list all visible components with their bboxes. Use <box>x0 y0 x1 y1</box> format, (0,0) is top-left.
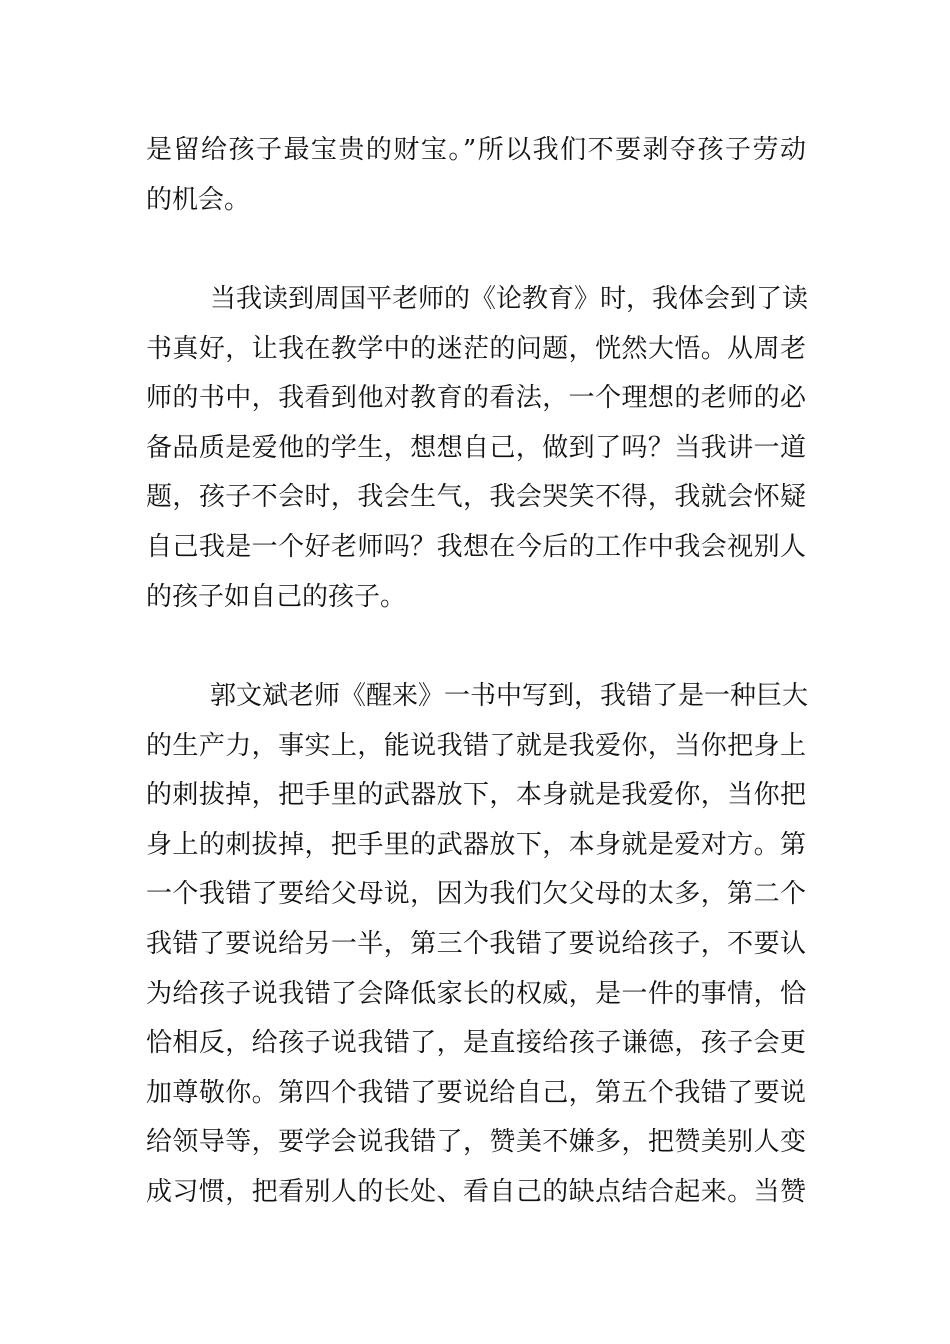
text-line: 当我读到周国平老师的《论教育》时，我体会到了读 <box>210 284 809 314</box>
text-line: 郭文斌老师《醒来》一书中写到，我错了是一种巨大 <box>210 681 809 711</box>
text-line: 为给孩子说我错了会降低家长的权威，是一件的事情，恰 <box>146 978 806 1009</box>
text-line: 加尊敬你。第四个我错了要说给自己，第五个我错了要说 <box>146 1077 806 1108</box>
text-line: 给领导等，要学会说我错了，赞美不嫌多，把赞美别人变 <box>146 1127 806 1158</box>
text-line: 一个我错了要给父母说，因为我们欠父母的太多，第二个 <box>146 879 806 910</box>
text-line: 的孩子如自己的孩子。 <box>146 581 407 612</box>
text-line: 的机会。 <box>146 184 251 215</box>
text-line: 的生产力，事实上，能说我错了就是我爱你，当你把身上 <box>146 730 806 761</box>
text-line: 师的书中，我看到他对教育的看法，一个理想的老师的必 <box>146 383 806 414</box>
text-line: 书真好，让我在教学中的迷茫的问题，恍然大悟。从周老 <box>146 333 806 364</box>
paragraph-continuation <box>146 126 806 225</box>
text-line: 恰相反，给孩子说我错了，是直接给孩子谦德，孩子会更 <box>146 1028 806 1059</box>
text-line: 自己我是一个好老师吗？我想在今后的工作中我会视别人 <box>146 531 806 562</box>
text-line: 的刺拔掉，把手里的武器放下，本身就是我爱你，当你把 <box>146 780 806 811</box>
text-line: 成习惯，把看别人的长处、看自己的缺点结合起来。当赞 <box>146 1176 806 1207</box>
text-line: 备品质是爱他的学生，想想自己，做到了吗？当我讲一道 <box>146 432 806 463</box>
text-line: 是留给孩子最宝贵的财宝。”所以我们不要剥夺孩子劳动 <box>146 135 806 165</box>
text-line: 题，孩子不会时，我会生气，我会哭笑不得，我就会怀疑 <box>146 482 806 513</box>
paragraph-guo-wenbin <box>146 672 809 1218</box>
paragraph-zhou-guoping <box>146 275 809 622</box>
text-line: 身上的刺拔掉，把手里的武器放下，本身就是爱对方。第 <box>146 829 806 860</box>
text-line: 我错了要说给另一半，第三个我错了要说给孩子，不要认 <box>146 928 806 959</box>
